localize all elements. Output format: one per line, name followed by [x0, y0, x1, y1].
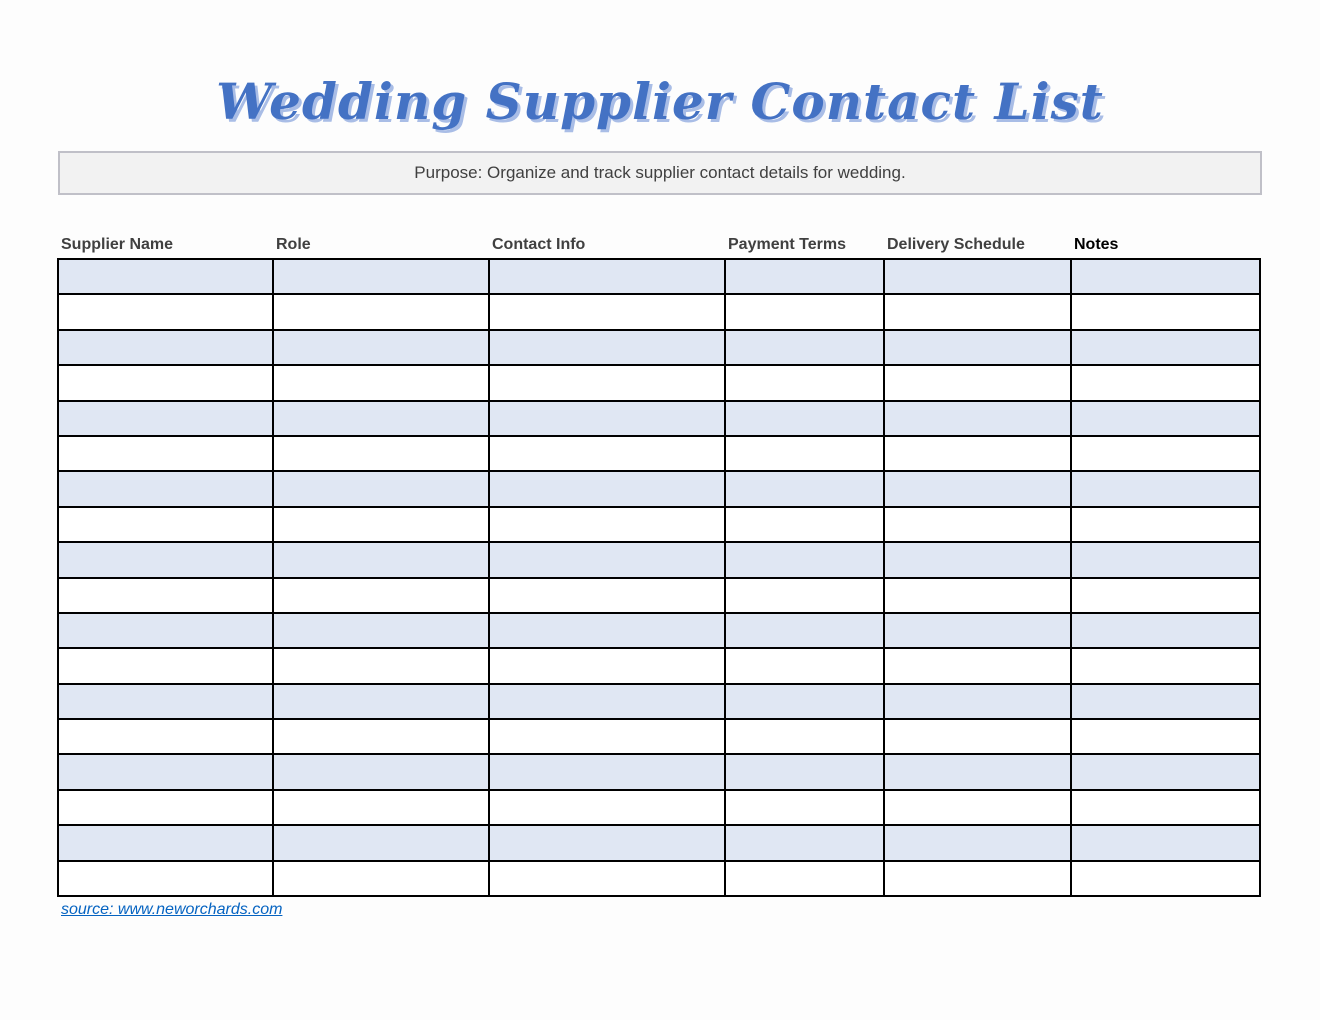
cell-notes[interactable]	[1071, 365, 1260, 400]
table-row	[58, 754, 1260, 789]
cell-delivery-schedule[interactable]	[884, 648, 1071, 683]
supplier-table	[57, 228, 1261, 897]
cell-contact-info[interactable]	[489, 294, 725, 329]
cell-role[interactable]	[273, 542, 489, 577]
table-row	[58, 613, 1260, 648]
cell-supplier-name[interactable]	[58, 507, 273, 542]
cell-supplier-name[interactable]	[58, 648, 273, 683]
table-row	[58, 861, 1260, 896]
cell-supplier-name[interactable]	[58, 825, 273, 860]
cell-notes[interactable]	[1071, 613, 1260, 648]
cell-notes[interactable]	[1071, 542, 1260, 577]
table-row	[58, 294, 1260, 329]
column-header-delivery-schedule: Delivery Schedule	[887, 236, 1025, 253]
cell-role[interactable]	[273, 471, 489, 506]
cell-delivery-schedule[interactable]	[884, 825, 1071, 860]
cell-contact-info[interactable]	[489, 648, 725, 683]
cell-contact-info[interactable]	[489, 401, 725, 436]
column-header-supplier-name: Supplier Name	[61, 236, 174, 253]
cell-payment-terms[interactable]	[725, 330, 884, 365]
cell-contact-info[interactable]	[489, 507, 725, 542]
cell-payment-terms[interactable]	[725, 294, 884, 329]
cell-supplier-name[interactable]	[58, 471, 273, 506]
column-header-notes: Notes	[1074, 236, 1119, 253]
cell-notes[interactable]	[1071, 790, 1260, 825]
cell-notes[interactable]	[1071, 825, 1260, 860]
cell-delivery-schedule[interactable]	[884, 542, 1071, 577]
cell-payment-terms[interactable]	[725, 436, 884, 471]
table-row	[58, 719, 1260, 754]
cell-role[interactable]	[273, 365, 489, 400]
cell-supplier-name[interactable]	[58, 719, 273, 754]
cell-notes[interactable]	[1071, 259, 1260, 294]
table-row	[58, 825, 1260, 860]
cell-role[interactable]	[273, 613, 489, 648]
cell-delivery-schedule[interactable]	[884, 613, 1071, 648]
cell-payment-terms[interactable]	[725, 790, 884, 825]
cell-notes[interactable]	[1071, 861, 1260, 896]
cell-payment-terms[interactable]	[725, 542, 884, 577]
cell-supplier-name[interactable]	[58, 365, 273, 400]
cell-payment-terms[interactable]	[725, 754, 884, 789]
table-row	[58, 648, 1260, 683]
cell-notes[interactable]	[1071, 719, 1260, 754]
cell-notes[interactable]	[1071, 648, 1260, 683]
cell-notes[interactable]	[1071, 507, 1260, 542]
table-row	[58, 330, 1260, 365]
cell-contact-info[interactable]	[489, 684, 725, 719]
table-row	[58, 578, 1260, 613]
cell-role[interactable]	[273, 790, 489, 825]
cell-role[interactable]	[273, 294, 489, 329]
source-link[interactable]: source: www.neworchards.com	[61, 901, 283, 918]
cell-notes[interactable]	[1071, 578, 1260, 613]
cell-contact-info[interactable]	[489, 365, 725, 400]
cell-role[interactable]	[273, 648, 489, 683]
table-row	[58, 436, 1260, 471]
column-header-payment-terms: Payment Terms	[728, 236, 846, 253]
cell-notes[interactable]	[1071, 436, 1260, 471]
cell-delivery-schedule[interactable]	[884, 330, 1071, 365]
cell-payment-terms[interactable]	[725, 719, 884, 754]
cell-role[interactable]	[273, 401, 489, 436]
column-header-role: Role	[276, 236, 311, 253]
cell-payment-terms[interactable]	[725, 259, 884, 294]
cell-role[interactable]	[273, 259, 489, 294]
cell-supplier-name[interactable]	[58, 754, 273, 789]
cell-contact-info[interactable]	[489, 825, 725, 860]
cell-supplier-name[interactable]	[58, 330, 273, 365]
cell-supplier-name[interactable]	[58, 542, 273, 577]
cell-supplier-name[interactable]	[58, 436, 273, 471]
cell-role[interactable]	[273, 507, 489, 542]
cell-supplier-name[interactable]	[58, 401, 273, 436]
cell-delivery-schedule[interactable]	[884, 294, 1071, 329]
cell-supplier-name[interactable]	[58, 790, 273, 825]
header-row	[58, 228, 1260, 259]
cell-notes[interactable]	[1071, 294, 1260, 329]
cell-supplier-name[interactable]	[58, 861, 273, 896]
cell-delivery-schedule[interactable]	[884, 790, 1071, 825]
cell-role[interactable]	[273, 719, 489, 754]
cell-payment-terms[interactable]	[725, 613, 884, 648]
table-row	[58, 507, 1260, 542]
cell-delivery-schedule[interactable]	[884, 861, 1071, 896]
cell-supplier-name[interactable]	[58, 684, 273, 719]
cell-contact-info[interactable]	[489, 330, 725, 365]
cell-payment-terms[interactable]	[725, 578, 884, 613]
table-row	[58, 684, 1260, 719]
table-row	[58, 365, 1260, 400]
cell-delivery-schedule[interactable]	[884, 401, 1071, 436]
cell-payment-terms[interactable]	[725, 471, 884, 506]
cell-role[interactable]	[273, 436, 489, 471]
cell-role[interactable]	[273, 825, 489, 860]
cell-delivery-schedule[interactable]	[884, 754, 1071, 789]
cell-notes[interactable]	[1071, 401, 1260, 436]
cell-delivery-schedule[interactable]	[884, 365, 1071, 400]
cell-notes[interactable]	[1071, 471, 1260, 506]
cell-role[interactable]	[273, 684, 489, 719]
cell-payment-terms[interactable]	[725, 648, 884, 683]
cell-contact-info[interactable]	[489, 719, 725, 754]
cell-notes[interactable]	[1071, 330, 1260, 365]
cell-role[interactable]	[273, 330, 489, 365]
table-row	[58, 542, 1260, 577]
cell-supplier-name[interactable]	[58, 259, 273, 294]
cell-role[interactable]	[273, 578, 489, 613]
cell-role[interactable]	[273, 754, 489, 789]
cell-delivery-schedule[interactable]	[884, 471, 1071, 506]
cell-contact-info[interactable]	[489, 578, 725, 613]
cell-delivery-schedule[interactable]	[884, 684, 1071, 719]
table-row	[58, 401, 1260, 436]
cell-notes[interactable]	[1071, 684, 1260, 719]
cell-contact-info[interactable]	[489, 542, 725, 577]
cell-contact-info[interactable]	[489, 613, 725, 648]
cell-delivery-schedule[interactable]	[884, 436, 1071, 471]
cell-contact-info[interactable]	[489, 790, 725, 825]
table-row	[58, 471, 1260, 506]
table-body	[58, 259, 1260, 896]
cell-payment-terms[interactable]	[725, 401, 884, 436]
cell-notes[interactable]	[1071, 754, 1260, 789]
cell-payment-terms[interactable]	[725, 684, 884, 719]
cell-supplier-name[interactable]	[58, 613, 273, 648]
cell-contact-info[interactable]	[489, 259, 725, 294]
table-row	[58, 790, 1260, 825]
cell-delivery-schedule[interactable]	[884, 259, 1071, 294]
cell-supplier-name[interactable]	[58, 294, 273, 329]
cell-contact-info[interactable]	[489, 861, 725, 896]
page-title: Wedding Supplier Contact List	[216, 72, 1104, 131]
cell-role[interactable]	[273, 861, 489, 896]
cell-payment-terms[interactable]	[725, 861, 884, 896]
cell-delivery-schedule[interactable]	[884, 578, 1071, 613]
cell-supplier-name[interactable]	[58, 578, 273, 613]
cell-contact-info[interactable]	[489, 471, 725, 506]
cell-payment-terms[interactable]	[725, 507, 884, 542]
cell-contact-info[interactable]	[489, 436, 725, 471]
cell-delivery-schedule[interactable]	[884, 507, 1071, 542]
cell-contact-info[interactable]	[489, 754, 725, 789]
cell-payment-terms[interactable]	[725, 365, 884, 400]
column-header-contact-info: Contact Info	[492, 236, 586, 253]
table-row	[58, 259, 1260, 294]
cell-delivery-schedule[interactable]	[884, 719, 1071, 754]
cell-payment-terms[interactable]	[725, 825, 884, 860]
purpose-banner: Purpose: Organize and track supplier contact details for wedding.	[58, 151, 1262, 195]
